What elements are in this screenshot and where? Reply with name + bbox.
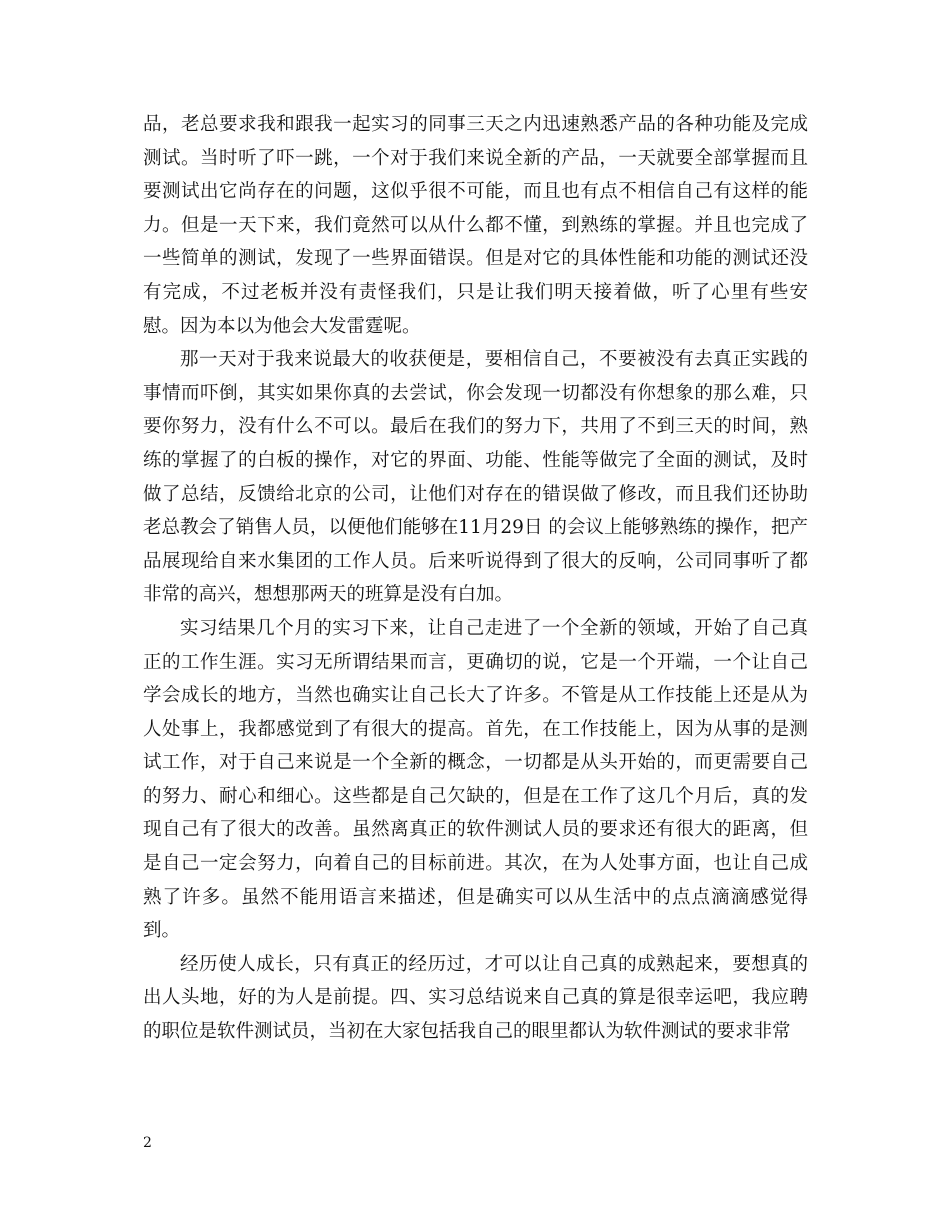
- page-number: 2: [143, 1135, 152, 1151]
- paragraph-2: 那一天对于我来说最大的收获便是，要相信自己，不要被没有去真正实践的事情而吓倒，其实如果你真的去尝试，你会发现一切都没有你想象的那么难，只要你努力，没有什么不可以。最后在我们的努力下，共用了不到三天的时间，熟练的掌握了的白板的操作，对它的界面、功能、性能等做完了全面的测试，及时做了总结，反馈给北京的公司，让他们对存在的错误做了修改，而且我们还协助老总教会了销售人员，以便他们能够在11月29日 的会议上能够熟练的操作，把产品展现给自来水集团的工作人员。后来听说得到了很大的反响，公司同事听了都非常的高兴，想想那两天的班算是没有白加。: [143, 349, 808, 606]
- body-text: [143, 108, 808, 1049]
- paragraph-3: 实习结果几个月的实习下来，让自己走进了一个全新的领域，开始了自己真正的工作生涯。实习无所谓结果而言，更确切的说，它是一个开端，一个让自己学会成长的地方，当然也确实让自己长大了许多。不管是从工作技能上还是从为人处事上，我都感觉到了有很大的提高。首先，在工作技能上，因为从事的是测试工作，对于自己来说是一个全新的概念，一切都是从头开始的，而更需要自己的努力、耐心和细心。这些都是自己欠缺的，但是在工作了这几个月后，真的发现自己有了很大的改善。虽然离真正的软件测试人员的要求还有很大的距离，但是自己一定会努力，向着自己的目标前进。其次，在为人处事方面，也让自己成熟了许多。虽然不能用语言来描述，但是确实可以从生活中的点点滴滴感觉得到。: [143, 617, 808, 942]
- paragraph-1: 品，老总要求我和跟我一起实习的同事三天之内迅速熟悉产品的各种功能及完成测试。当时听了吓一跳，一个对于我们来说全新的产品，一天就要全部掌握而且要测试出它尚存在的问题，这似乎很不可能，而且也有点不相信自己有这样的能力。但是一天下来，我们竟然可以从什么都不懂，到熟练的掌握。并且也完成了一些简单的测试，发现了一些界面错误。但是对它的具体性能和功能的测试还没有完成，不过老板并没有责怪我们，只是让我们明天接着做，听了心里有些安慰。因为本以为他会大发雷霆呢。: [143, 114, 808, 337]
- paragraph-4: 经历使人成长，只有真正的经历过，才可以让自己真的成熟起来，要想真的出人头地，好的为人是前提。四、实习总结说来自己真的算是很幸运吧，我应聘的职位是软件测试员，当初在大家包括我自己的眼里都认为软件测试的要求非常: [143, 953, 808, 1043]
